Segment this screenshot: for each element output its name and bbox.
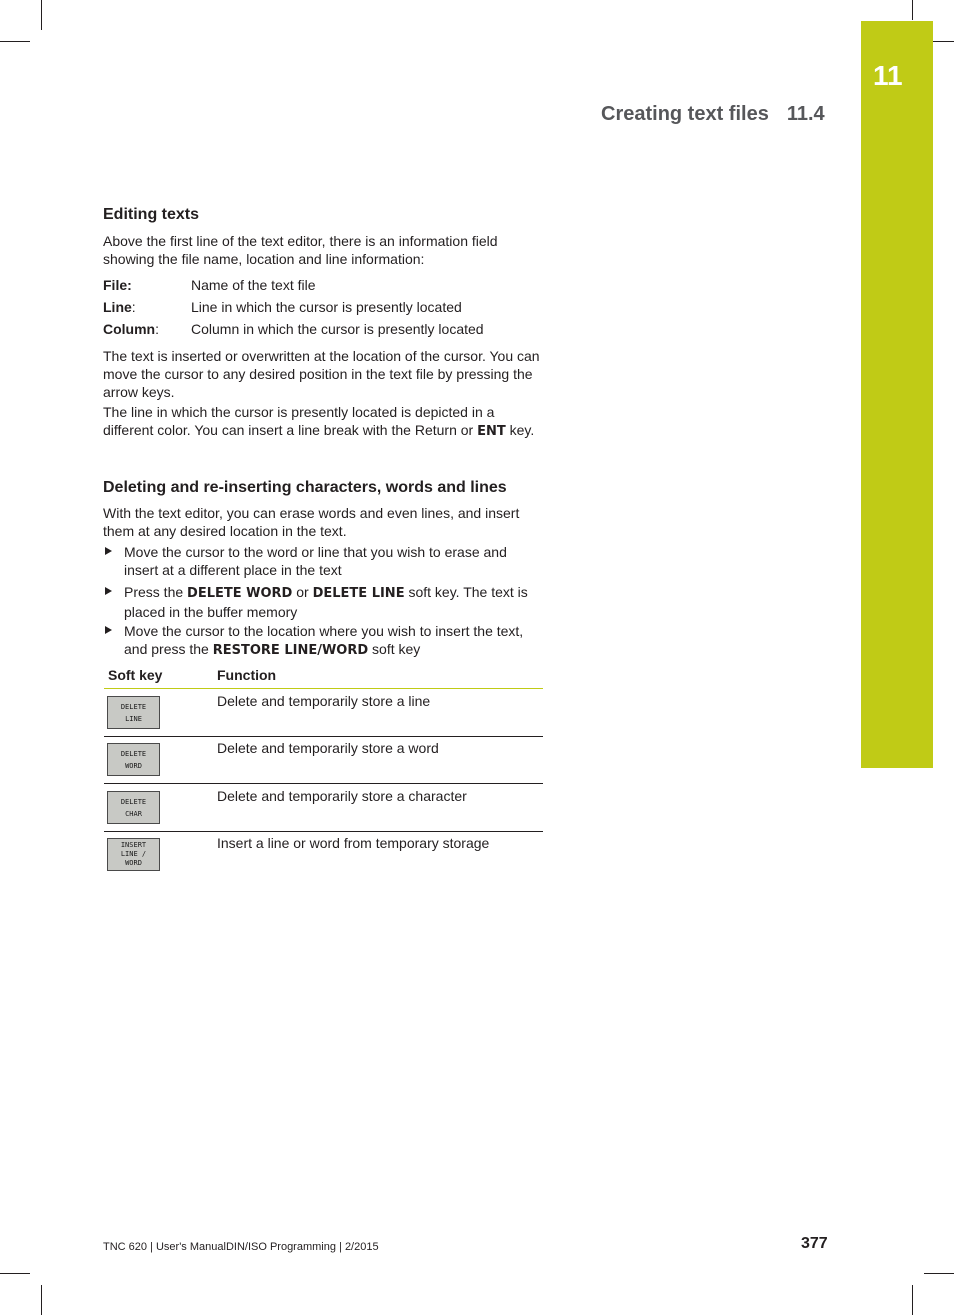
- crop-mark: [912, 1285, 913, 1315]
- page-footer: TNC 620 | User's ManualDIN/ISO Programming | 2/2015: [103, 1241, 379, 1253]
- definition-term: File:: [103, 277, 132, 293]
- page-number: 377: [801, 1235, 828, 1252]
- function-text: Delete and temporarily store a character: [217, 788, 467, 804]
- editing-intro: Above the first line of the text editor, there is an information field showing the file name, location and line information:: [103, 233, 498, 267]
- table-row: [104, 736, 543, 784]
- definition-desc: Name of the text file: [191, 277, 316, 293]
- bullet-arrow-icon: [105, 587, 112, 595]
- definition-term: Line:: [103, 299, 136, 315]
- definition-desc: Column in which the cursor is presently located: [191, 321, 484, 337]
- running-header-title: Creating text files: [601, 103, 769, 125]
- crop-mark: [41, 0, 42, 30]
- function-text: Delete and temporarily store a word: [217, 740, 439, 756]
- key-delete-word: DELETE WORD: [187, 586, 293, 601]
- key-ent: ENT: [477, 424, 506, 439]
- table-row: [104, 784, 543, 832]
- function-text: Insert a line or word from temporary storage: [217, 835, 490, 851]
- softkey-insert-line-word[interactable]: INSERT LINE / WORD: [107, 838, 160, 871]
- softkey-delete-line[interactable]: DELETE LINE: [107, 696, 160, 729]
- editing-paragraph-cursor: The text is inserted or overwritten at the location of the cursor. You can move the cursor to any desired position in the text file by pressing the arrow keys.: [103, 348, 540, 400]
- section-heading-deleting: Deleting and re-inserting characters, words and lines: [103, 479, 507, 496]
- chapter-tab: [861, 21, 933, 768]
- crop-mark: [912, 0, 913, 20]
- running-header: [601, 103, 825, 126]
- softkey-table-header: [104, 666, 543, 689]
- bullet-arrow-icon: [105, 547, 112, 555]
- softkey-delete-char[interactable]: DELETE CHAR: [107, 791, 160, 824]
- column-header-function: Function: [217, 667, 277, 683]
- definition-term: Column:: [103, 321, 159, 337]
- function-text: Delete and temporarily store a line: [217, 693, 431, 709]
- deleting-intro: With the text editor, you can erase words and even lines, and insert them at any desired location in the text.: [103, 505, 520, 539]
- editing-paragraph-line-color: The line in which the cursor is presently located is depicted in a different color. You can insert a line break with the Return or ENT key.: [103, 404, 535, 439]
- table-row: [104, 689, 543, 737]
- chapter-number: 11: [873, 60, 903, 91]
- key-restore-line-word: RESTORE LINE/WORD: [212, 643, 369, 658]
- definition-desc: Line in which the cursor is presently located: [191, 299, 462, 315]
- column-header-softkey: Soft key: [108, 667, 163, 683]
- running-header-section: 11.4: [786, 103, 825, 125]
- key-delete-line: DELETE LINE: [312, 586, 405, 601]
- bullet-arrow-icon: [105, 626, 112, 634]
- table-row: [104, 831, 543, 878]
- softkey-delete-word[interactable]: DELETE WORD: [107, 743, 160, 776]
- crop-mark: [924, 1273, 954, 1274]
- crop-mark: [0, 1273, 30, 1274]
- crop-mark: [41, 1285, 42, 1315]
- section-heading-editing: Editing texts: [103, 206, 200, 223]
- crop-mark: [0, 41, 30, 42]
